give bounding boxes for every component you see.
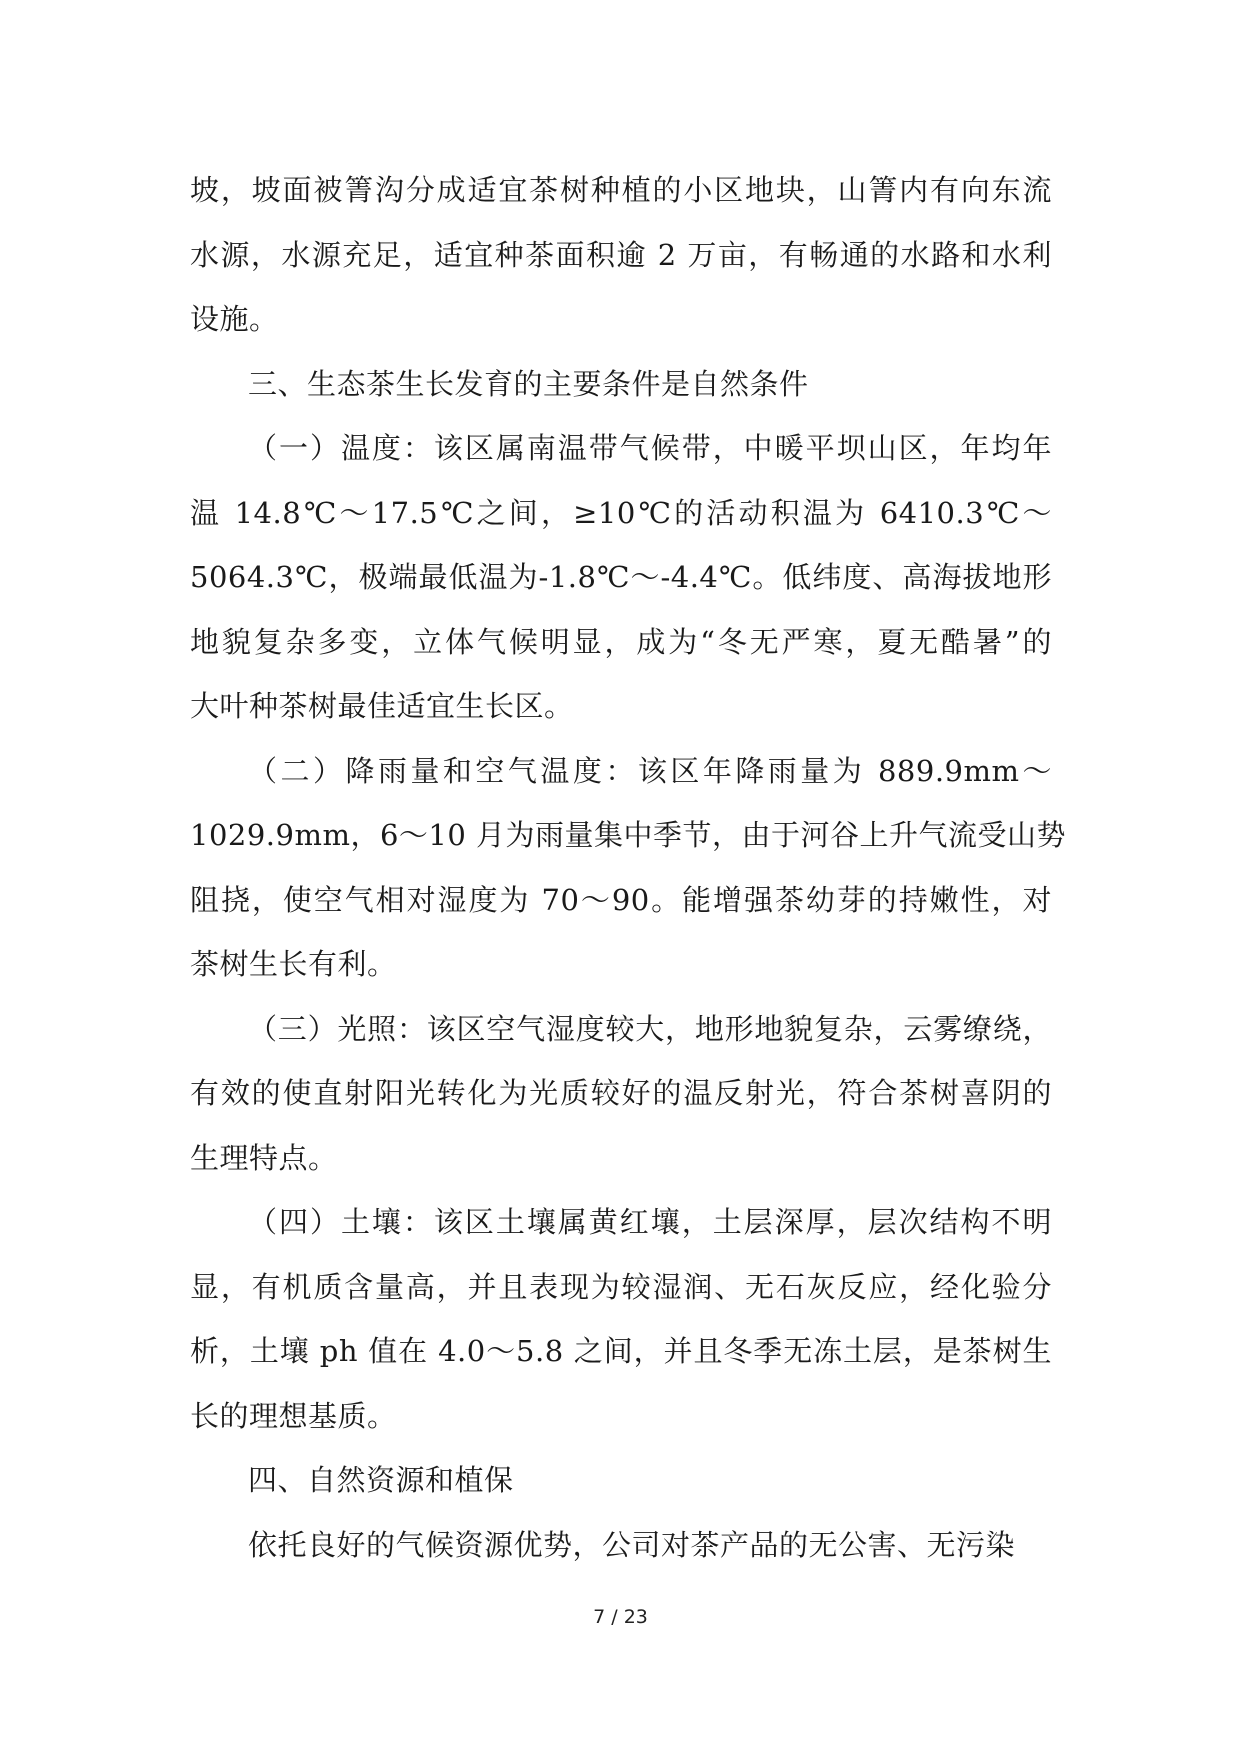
text-line: 生理特点。	[190, 1140, 338, 1175]
paragraph	[190, 1448, 1052, 1513]
text-line: 温 14.8℃～17.5℃之间，≥10℃的活动积温为 6410.3℃～	[190, 495, 1052, 530]
text-line: 水源，水源充足，适宜种茶面积逾 2 万亩，有畅通的水路和水利	[190, 237, 1052, 272]
document-body	[190, 158, 1067, 1577]
page-number: 7 / 23	[593, 1606, 648, 1628]
text-line: 茶树生长有利。	[190, 947, 397, 981]
text-line: 大叶种茶树最佳适宜生长区。	[190, 689, 574, 723]
paragraph	[190, 997, 1052, 1191]
text-line: 长的理想基质。	[190, 1398, 397, 1433]
paragraph	[190, 739, 1067, 997]
paragraph	[190, 1513, 1052, 1578]
text-line: 1029.9mm，6～10 月为雨量集中季节，由于河谷上升气流受山势	[190, 818, 1067, 852]
text-line: （三）光照：该区空气湿度较大，地形地貌复杂，云雾缭绕，	[248, 1011, 1052, 1046]
text-line: 地貌复杂多变，立体气候明显，成为“冬无严寒，夏无酷暑”的	[190, 624, 1052, 659]
text-line: （四）土壤：该区土壤属黄红壤，土层深厚，层次结构不明	[248, 1205, 1052, 1239]
text-line: 5064.3℃，极端最低温为-1.8℃～-4.4℃。低纬度、高海拔地形	[190, 560, 1052, 594]
paragraph	[190, 352, 1052, 417]
text-line: 坡，坡面被箐沟分成适宜茶树种植的小区地块，山箐内有向东流	[190, 173, 1052, 207]
text-line: 显，有机质含量高，并且表现为较湿润、无石灰反应，经化验分	[190, 1269, 1052, 1304]
text-line: 阻挠，使空气相对湿度为 70～90。能增强茶幼芽的持嫩性，对	[190, 882, 1052, 917]
text-line: （二）降雨量和空气温度：该区年降雨量为 889.9mm～	[248, 753, 1052, 788]
text-line: 有效的使直射阳光转化为光质较好的温反射光，符合茶树喜阴的	[190, 1076, 1052, 1110]
text-line: （一）温度：该区属南温带气候带，中暖平坝山区，年均年	[248, 431, 1052, 465]
text-line: 依托良好的气候资源优势，公司对茶产品的无公害、无污染	[248, 1527, 1016, 1562]
paragraph	[190, 1190, 1052, 1448]
text-line: 设施。	[190, 302, 279, 336]
text-line: 析，土壤 ph 值在 4.0～5.8 之间，并且冬季无冻土层，是茶树生	[190, 1334, 1052, 1368]
text-line: 四、自然资源和植保	[248, 1463, 514, 1497]
paragraph	[190, 416, 1052, 739]
text-line: 三、生态茶生长发育的主要条件是自然条件	[248, 366, 809, 401]
paragraph	[190, 158, 1052, 352]
